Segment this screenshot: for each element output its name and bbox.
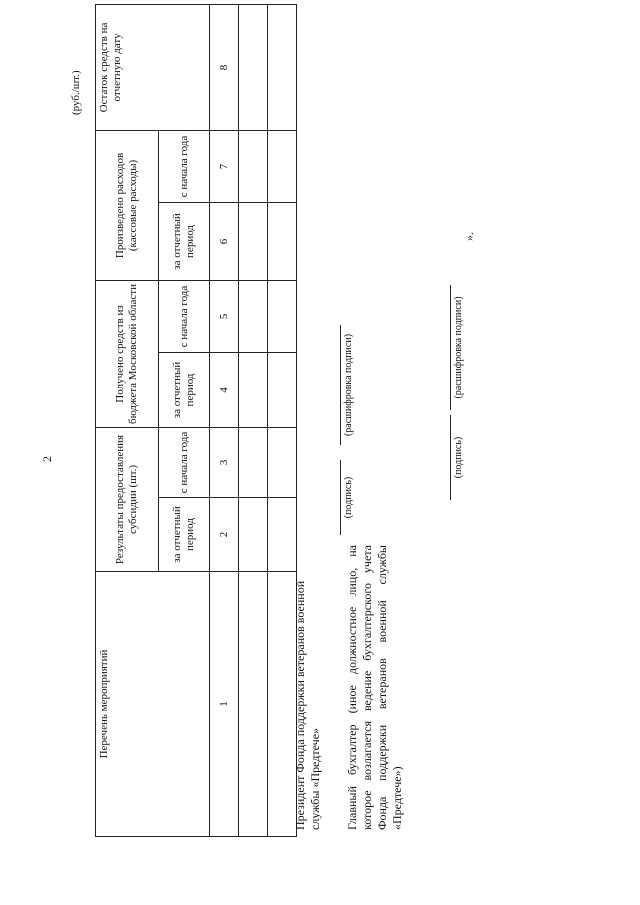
- sub-year: с начала года: [159, 427, 210, 497]
- sub-year: с начала года: [159, 280, 210, 352]
- unit-note: (руб./шт.): [70, 70, 82, 115]
- col-number: 4: [210, 352, 239, 427]
- col-number: 7: [210, 130, 239, 202]
- col-number: 3: [210, 427, 239, 497]
- decoding-line: [340, 325, 341, 445]
- report-table: [95, 4, 297, 837]
- accountant-signatory: Главный бухгалтер (иное должностное лицо, на которое возлагается ведение бухгалтерского учета Фонда поддержки ветеранов военной службы «Предтече»): [345, 545, 404, 830]
- signature-caption: (подпись): [343, 476, 354, 519]
- sub-period: за отчетный период: [159, 498, 210, 572]
- signature-line: [340, 460, 341, 535]
- col-number: 2: [210, 498, 239, 572]
- decoding-caption: (расшифровка подписи): [453, 296, 464, 399]
- sub-period: за отчетный период: [159, 202, 210, 280]
- page-number: 2: [40, 456, 54, 462]
- closing-quote: ».: [462, 232, 476, 241]
- col-number: 5: [210, 280, 239, 352]
- header-spent: Произведено расходов (кассовые расходы): [96, 130, 159, 280]
- sub-period: за отчетный период: [159, 352, 210, 427]
- col-number: 8: [210, 4, 239, 130]
- sub-year: с начала года: [159, 130, 210, 202]
- decoding-caption: (расшифровка подписи): [343, 333, 354, 437]
- signature-line: [450, 415, 451, 500]
- header-received: Получено средств из бюджета Московской области: [96, 280, 159, 427]
- table-row: [239, 4, 268, 836]
- president-signatory: Президент Фонда поддержки ветеранов военной службы «Предтече»: [293, 580, 322, 830]
- header-balance: Остаток средств на отчетную дату: [96, 4, 210, 130]
- decoding-line: [450, 285, 451, 410]
- col-number: 6: [210, 202, 239, 280]
- signature-caption: (подпись): [453, 436, 464, 479]
- header-list: Перечень мероприятий: [96, 572, 210, 837]
- col-number: 1: [210, 572, 239, 837]
- header-results: Результаты предоставления субсидии (шт.): [96, 427, 159, 571]
